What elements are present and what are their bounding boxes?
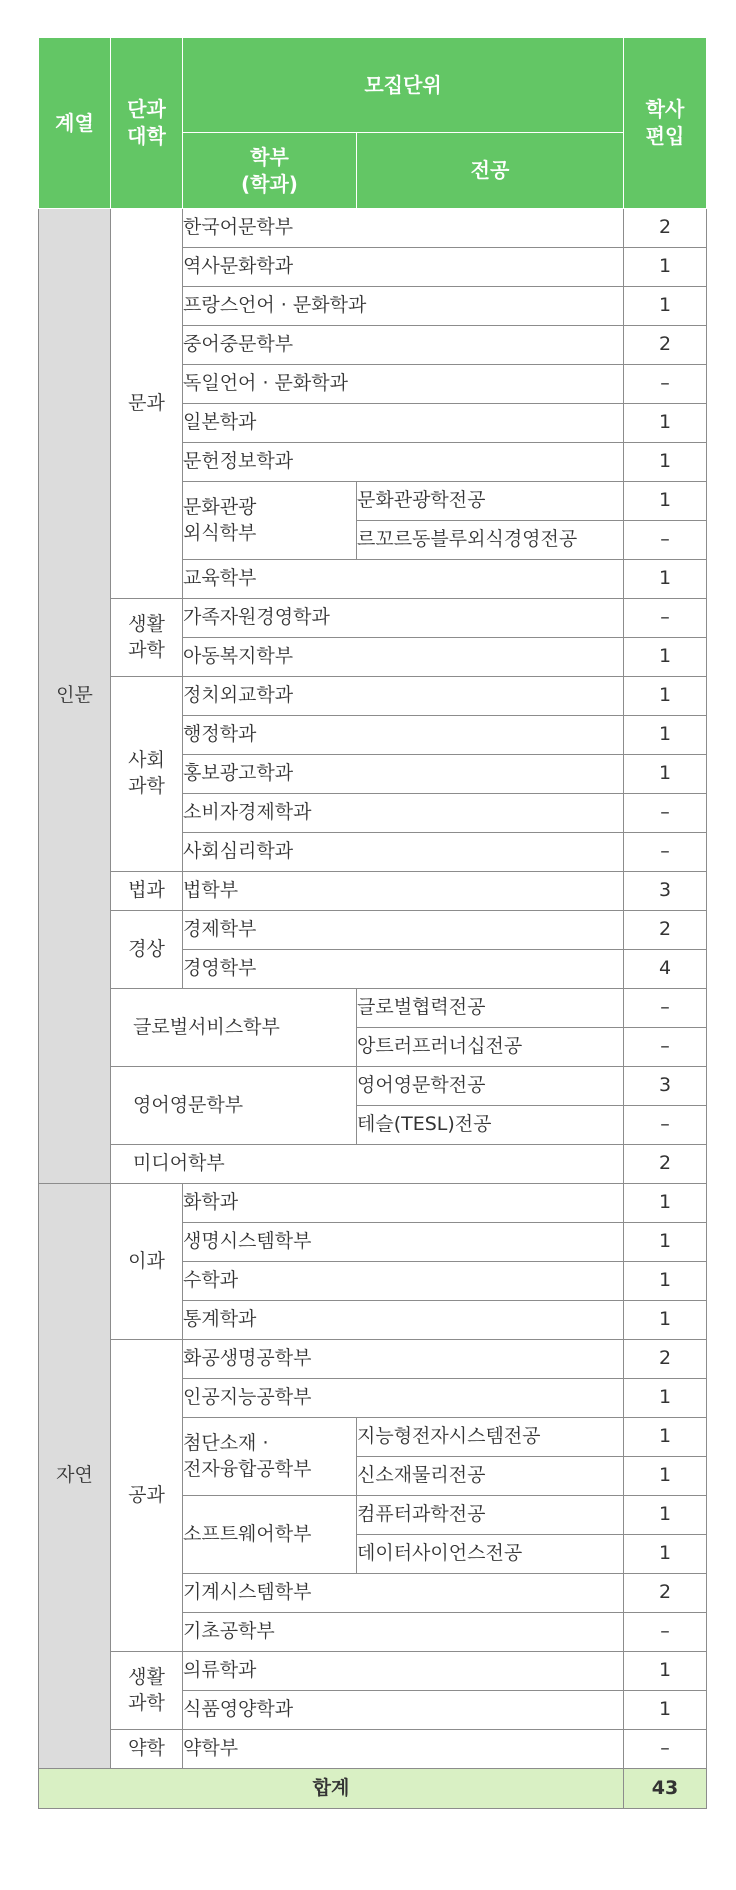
dept-cell: 인공지능공학부 — [183, 1379, 624, 1418]
dept-cell: 문화관광 외식학부 — [183, 482, 357, 560]
table-row — [39, 1067, 707, 1106]
college-engineering: 공과 — [111, 1340, 183, 1652]
count-cell: – — [624, 1028, 707, 1067]
dept-cell: 행정학과 — [183, 716, 624, 755]
dept-cell: 역사문화학과 — [183, 248, 624, 287]
table-row — [39, 1652, 707, 1691]
header-recruit-unit: 모집단위 — [183, 38, 624, 133]
dept-cell: 독일언어 · 문화학과 — [183, 365, 624, 404]
dept-cell: 화학과 — [183, 1184, 624, 1223]
dept-cell: 아동복지학부 — [183, 638, 624, 677]
dept-cell: 교육학부 — [183, 560, 624, 599]
major-cell: 르꼬르동블루외식경영전공 — [357, 521, 624, 560]
count-cell: 3 — [624, 1067, 707, 1106]
dept-cell: 중어중문학부 — [183, 326, 624, 365]
dept-cell: 정치외교학과 — [183, 677, 624, 716]
header-college: 단과 대학 — [111, 38, 183, 209]
table-row — [39, 599, 707, 638]
count-cell: – — [624, 794, 707, 833]
major-cell: 신소재물리전공 — [357, 1457, 624, 1496]
college-human-ecology: 생활 과학 — [111, 599, 183, 677]
count-cell: – — [624, 1613, 707, 1652]
major-cell: 문화관광학전공 — [357, 482, 624, 521]
table-row — [39, 872, 707, 911]
dept-cell: 프랑스언어 · 문화학과 — [183, 287, 624, 326]
count-cell: 2 — [624, 1574, 707, 1613]
count-cell: 1 — [624, 404, 707, 443]
dept-cell: 생명시스템학부 — [183, 1223, 624, 1262]
dept-cell: 법학부 — [183, 872, 624, 911]
dept-cell: 소프트웨어학부 — [183, 1496, 357, 1574]
total-row — [39, 1769, 707, 1809]
dept-cell: 식품영양학과 — [183, 1691, 624, 1730]
major-cell: 앙트러프러너십전공 — [357, 1028, 624, 1067]
table-row — [39, 209, 707, 248]
table-row — [39, 1340, 707, 1379]
dept-cell: 기계시스템학부 — [183, 1574, 624, 1613]
major-cell: 지능형전자시스템전공 — [357, 1418, 624, 1457]
college-human-ecology-natural: 생활 과학 — [111, 1652, 183, 1730]
dept-cell: 소비자경제학과 — [183, 794, 624, 833]
dept-cell: 가족자원경영학과 — [183, 599, 624, 638]
count-cell: 3 — [624, 872, 707, 911]
count-cell: 2 — [624, 326, 707, 365]
college-law: 법과 — [111, 872, 183, 911]
header-category: 계열 — [39, 38, 111, 209]
count-cell: 2 — [624, 1340, 707, 1379]
table-row — [39, 1145, 707, 1184]
dept-cell: 통계학과 — [183, 1301, 624, 1340]
count-cell: 1 — [624, 1418, 707, 1457]
count-cell: 1 — [624, 287, 707, 326]
count-cell: 1 — [624, 443, 707, 482]
count-cell: 1 — [624, 1184, 707, 1223]
count-cell: 4 — [624, 950, 707, 989]
table-row — [39, 1184, 707, 1223]
count-cell: 1 — [624, 1301, 707, 1340]
count-cell: 1 — [624, 248, 707, 287]
table-row — [39, 1730, 707, 1769]
count-cell: – — [624, 1730, 707, 1769]
count-cell: – — [624, 521, 707, 560]
count-cell: 1 — [624, 1223, 707, 1262]
dept-cell: 경제학부 — [183, 911, 624, 950]
category-natural: 자연 — [39, 1184, 111, 1769]
count-cell: 1 — [624, 638, 707, 677]
count-cell: 1 — [624, 755, 707, 794]
header-transfer: 학사 편입 — [624, 38, 707, 209]
count-cell: – — [624, 599, 707, 638]
count-cell: 2 — [624, 911, 707, 950]
college-science: 이과 — [111, 1184, 183, 1340]
total-count: 43 — [624, 1769, 707, 1809]
college-business: 경상 — [111, 911, 183, 989]
major-cell: 데이터사이언스전공 — [357, 1535, 624, 1574]
table-row — [39, 989, 707, 1028]
dept-cell: 약학부 — [183, 1730, 624, 1769]
count-cell: 1 — [624, 1262, 707, 1301]
header-department: 학부 (학과) — [183, 133, 357, 209]
dept-cell: 한국어문학부 — [183, 209, 624, 248]
count-cell: 1 — [624, 1652, 707, 1691]
count-cell: 1 — [624, 560, 707, 599]
count-cell: 2 — [624, 1145, 707, 1184]
admission-table — [38, 37, 707, 1809]
count-cell: – — [624, 833, 707, 872]
count-cell: 1 — [624, 1379, 707, 1418]
header-major: 전공 — [357, 133, 624, 209]
major-cell: 글로벌협력전공 — [357, 989, 624, 1028]
count-cell: 1 — [624, 716, 707, 755]
major-cell: 테슬(TESL)전공 — [357, 1106, 624, 1145]
dept-cell: 화공생명공학부 — [183, 1340, 624, 1379]
dept-cell: 영어영문학부 — [111, 1067, 357, 1145]
dept-cell: 글로벌서비스학부 — [111, 989, 357, 1067]
college-pharmacy: 약학 — [111, 1730, 183, 1769]
count-cell: 1 — [624, 1691, 707, 1730]
dept-cell: 사회심리학과 — [183, 833, 624, 872]
dept-cell: 첨단소재 · 전자융합공학부 — [183, 1418, 357, 1496]
dept-cell: 기초공학부 — [183, 1613, 624, 1652]
college-liberal-arts: 문과 — [111, 209, 183, 599]
dept-cell: 문헌정보학과 — [183, 443, 624, 482]
total-label: 합계 — [39, 1769, 624, 1809]
count-cell: 2 — [624, 209, 707, 248]
count-cell: 1 — [624, 1457, 707, 1496]
count-cell: 1 — [624, 1496, 707, 1535]
dept-cell: 홍보광고학과 — [183, 755, 624, 794]
major-cell: 컴퓨터과학전공 — [357, 1496, 624, 1535]
count-cell: 1 — [624, 1535, 707, 1574]
dept-cell: 경영학부 — [183, 950, 624, 989]
major-cell: 영어영문학전공 — [357, 1067, 624, 1106]
count-cell: 1 — [624, 482, 707, 521]
dept-cell: 수학과 — [183, 1262, 624, 1301]
count-cell: – — [624, 1106, 707, 1145]
dept-cell: 의류학과 — [183, 1652, 624, 1691]
dept-cell: 일본학과 — [183, 404, 624, 443]
count-cell: 1 — [624, 677, 707, 716]
count-cell: – — [624, 365, 707, 404]
table-row — [39, 911, 707, 950]
dept-cell: 미디어학부 — [111, 1145, 624, 1184]
table-row — [39, 677, 707, 716]
college-social-sciences: 사회 과학 — [111, 677, 183, 872]
category-humanities: 인문 — [39, 209, 111, 1184]
count-cell: – — [624, 989, 707, 1028]
